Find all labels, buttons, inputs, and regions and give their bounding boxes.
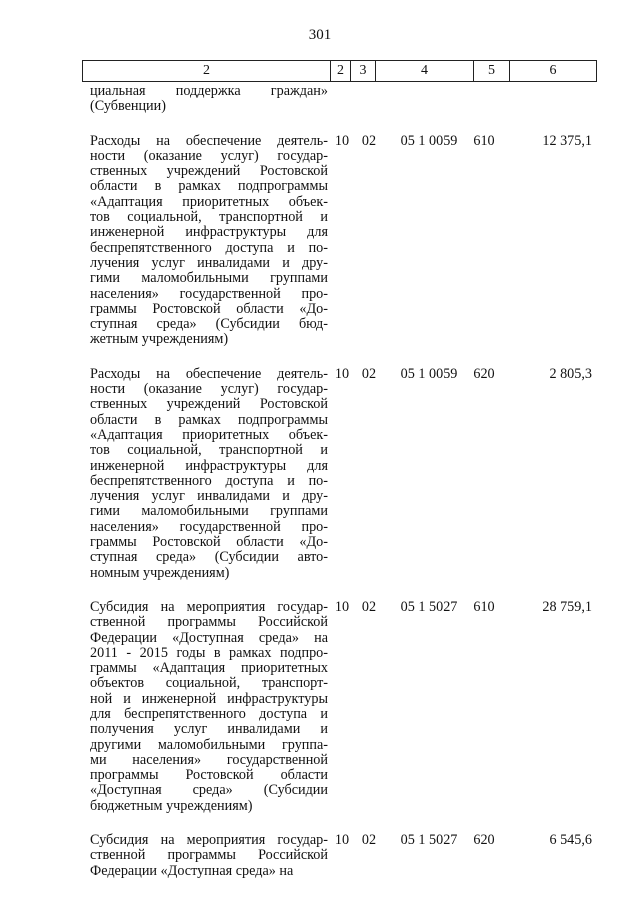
section-code: 10 [334, 598, 350, 615]
section-code: 10 [334, 832, 350, 849]
desc-line: ступная среда» (Субсидии бюд- [90, 316, 328, 333]
subsection-code: 02 [361, 365, 377, 382]
desc-line: ственной программы Российской [90, 614, 328, 631]
desc-line: Федерации «Доступная среда» на [90, 629, 328, 646]
desc-line: лучения услуг инвалидами и дру- [90, 488, 328, 505]
section-code: 10 [334, 132, 350, 149]
header-col-2: 2 [83, 61, 331, 81]
expense-type-code: 620 [473, 832, 495, 849]
table-row [82, 600, 597, 814]
desc-line: Федерации «Доступная среда» на [90, 862, 294, 879]
table-header-row [82, 60, 597, 82]
amount: 28 759,1 [542, 598, 592, 615]
desc-line: ности (оказание услуг) государ- [90, 147, 328, 164]
table-body [82, 84, 597, 879]
subsection-code: 02 [361, 132, 377, 149]
row-description [90, 134, 328, 348]
desc-line: населения» государственной про- [90, 285, 328, 302]
amount: 12 375,1 [542, 132, 592, 149]
expense-type-code: 610 [473, 132, 495, 149]
desc-line: номным учреждениям) [90, 564, 230, 581]
target-article-code: 05 1 5027 [400, 598, 458, 615]
desc-line: ступная среда» (Субсидии авто- [90, 549, 328, 566]
continuation-row [82, 84, 597, 115]
desc-line: циальная поддержка граждан» [90, 83, 328, 99]
continuation-text [90, 84, 328, 115]
desc-line: ности (оказание услуг) государ- [90, 381, 328, 398]
desc-line: граммы «Адаптация приоритетных [90, 660, 328, 677]
desc-line: получения услуг инвалидами и [90, 721, 328, 738]
table-row [82, 134, 597, 348]
header-col-4: 4 [376, 61, 474, 81]
desc-line: Расходы на обеспечение деятель- [90, 365, 328, 382]
subsection-code: 02 [361, 832, 377, 849]
expense-type-code: 620 [473, 365, 495, 382]
desc-line: Субсидия на мероприятия государ- [90, 598, 328, 615]
row-description [90, 367, 328, 581]
table-row [82, 367, 597, 581]
desc-line: инженерной инфраструктуры для [90, 457, 328, 474]
desc-line: Субсидия на мероприятия государ- [90, 832, 328, 849]
header-col-5: 5 [474, 61, 510, 81]
desc-line: ной и инженерной инфраструктуры [90, 690, 328, 707]
target-article-code: 05 1 5027 [400, 832, 458, 849]
page-number: 301 [308, 27, 332, 43]
amount: 2 805,3 [549, 365, 592, 382]
desc-line: бюджетным учреждениям) [90, 797, 253, 814]
desc-line: населения» государственной про- [90, 518, 328, 535]
header-col-2b: 2 [331, 61, 351, 81]
desc-line: «Адаптация приоритетных объек- [90, 193, 328, 210]
table-row [82, 833, 597, 879]
desc-line: ственных учреждений Ростовской [90, 163, 328, 180]
desc-line: инженерной инфраструктуры для [90, 224, 328, 241]
expense-type-code: 610 [473, 598, 495, 615]
desc-line: ственных учреждений Ростовской [90, 396, 328, 413]
desc-line: области в рамках подпрограммы [90, 411, 328, 428]
subsection-code: 02 [361, 598, 377, 615]
desc-line: другими маломобильными группа- [90, 736, 328, 753]
desc-line: гими маломобильными группами [90, 270, 328, 287]
target-article-code: 05 1 0059 [400, 365, 458, 382]
desc-line: лучения услуг инвалидами и дру- [90, 254, 328, 271]
desc-line: объектов социальной, транспорт- [90, 675, 328, 692]
row-description [90, 833, 328, 879]
header-col-6: 6 [549, 63, 557, 78]
desc-line: беспрепятственного доступа и по- [90, 472, 328, 489]
desc-line: «Адаптация приоритетных объек- [90, 426, 328, 443]
desc-line: (Субвенции) [90, 98, 166, 115]
desc-line: беспрепятственного доступа и по- [90, 239, 328, 256]
desc-line: для беспрепятственного доступа и [90, 705, 328, 722]
desc-line: программы Ростовской области [90, 767, 328, 784]
amount: 6 545,6 [549, 832, 592, 849]
section-code: 10 [334, 365, 350, 382]
desc-line: ственной программы Российской [90, 847, 328, 864]
desc-line: тов социальной, транспортной и [90, 442, 328, 459]
desc-line: граммы Ростовской области «До- [90, 300, 328, 317]
target-article-code: 05 1 0059 [400, 132, 458, 149]
row-description [90, 600, 328, 814]
desc-line: граммы Ростовской области «До- [90, 534, 328, 551]
desc-line: ми населения» государственной [90, 751, 328, 768]
desc-line: тов социальной, транспортной и [90, 209, 328, 226]
desc-line: области в рамках подпрограммы [90, 178, 328, 195]
desc-line: гими маломобильными группами [90, 503, 328, 520]
header-col-3: 3 [351, 61, 376, 81]
desc-line: 2011 - 2015 годы в рамках подпро- [90, 644, 328, 661]
desc-line: жетным учреждениям) [90, 331, 229, 348]
desc-line: Расходы на обеспечение деятель- [90, 132, 328, 149]
desc-line: «Доступная среда» (Субсидии [90, 782, 328, 799]
